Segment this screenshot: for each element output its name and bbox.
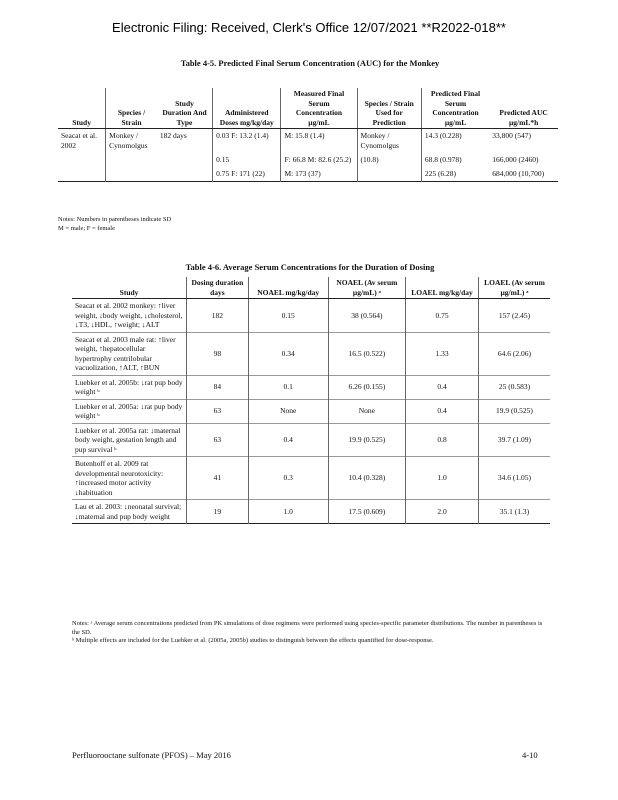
t2-cell-study: Lau et al. 2003: ↓neonatal survival; ↓maternal and pup body weight bbox=[72, 500, 187, 524]
t1-pred-final: 225 (6.28) bbox=[424, 169, 457, 178]
table-row bbox=[72, 423, 550, 457]
t2-cell-noael-serum: 10.4 (0.328) bbox=[328, 457, 405, 500]
t2-cell-loael: 1.0 bbox=[406, 457, 479, 500]
table2-caption: Table 4-6. Average Serum Concentrations for the Duration of Dosing bbox=[185, 262, 435, 272]
t2-cell-loael: 1.33 bbox=[406, 332, 479, 375]
footer-title: Perfluorooctane sulfonate (PFOS) – May 2016 bbox=[72, 750, 231, 760]
t2-cell-loael: 0.75 bbox=[406, 299, 479, 333]
table-row bbox=[72, 299, 550, 333]
t2-cell-loael-serum: 25 (0.583) bbox=[478, 375, 550, 399]
t2-cell-noael: 0.3 bbox=[248, 457, 328, 500]
t2-cell-study: Luebker et al. 2005a rat: ↓maternal body weight, gestation length and pup survival ᵇ bbox=[72, 423, 187, 457]
t2-cell-study: Butenhoff et al. 2009 rat developmental neurotoxicity: ↑increased motor activity ↓habituation bbox=[72, 457, 187, 500]
t2-h-noael: NOAEL mg/kg/day bbox=[248, 277, 328, 299]
t1-h-species: Species / Strain bbox=[106, 88, 157, 129]
t2-cell-noael: None bbox=[248, 399, 328, 423]
t2-cell-loael: 0.4 bbox=[406, 375, 479, 399]
t2-cell-loael-serum: 35.1 (1.3) bbox=[478, 500, 550, 524]
table1-notes bbox=[58, 216, 558, 233]
t2-cell-loael-serum: 39.7 (1.09) bbox=[478, 423, 550, 457]
t1-strain bbox=[357, 167, 421, 182]
t2-cell-study: Luebker et al. 2005b: ↓rat pup body weight ᵇ bbox=[72, 375, 187, 399]
t2-cell-loael-serum: 34.6 (1.05) bbox=[478, 457, 550, 500]
t1-dose: 0.75 F: 171 (22) bbox=[213, 167, 281, 182]
t2-h-loael-serum: LOAEL (Av serum µg/mL) ᵃ bbox=[478, 277, 550, 299]
table2-note: Notes: ᵃ Average serum concentrations predicted from PK simulations of dose regimens were performed using species-specific parameter distributions. The number in parentheses is the SD. bbox=[72, 620, 543, 636]
t1-dose: 0.03 F: 13.2 (1.4) bbox=[213, 129, 281, 154]
table1-note: M = male; F = female bbox=[58, 224, 115, 232]
t2-cell-noael-serum: None bbox=[328, 399, 405, 423]
t1-h-dose: Administered Doses mg/kg/day bbox=[213, 88, 281, 129]
t2-cell-noael-serum: 19.9 (0.525) bbox=[328, 423, 405, 457]
table1-note: Notes: Numbers in parentheses indicate SD bbox=[58, 216, 172, 223]
t1-study: Seacat et al. 2002 bbox=[58, 129, 106, 182]
t2-h-days: Dosing duration days bbox=[187, 277, 249, 299]
t2-cell-days: 19 bbox=[187, 500, 249, 524]
t2-cell-study: Seacat et al. 2003 male rat: ↑liver weight, ↑hepatocellular hypertrophy centrilobular vacuolization, ↑ALT, ↑BUN bbox=[72, 332, 187, 375]
t1-species: Monkey / Cynomolgus bbox=[109, 131, 148, 150]
table1-caption bbox=[100, 58, 520, 69]
t2-h-study: Study bbox=[72, 277, 187, 299]
t2-cell-noael: 1.0 bbox=[248, 500, 328, 524]
table-row bbox=[72, 399, 550, 423]
t2-cell-noael-serum: 16.5 (0.522) bbox=[328, 332, 405, 375]
t2-cell-days: 98 bbox=[187, 332, 249, 375]
t1-pred-final: 14.3 (0.228) bbox=[424, 131, 462, 140]
t2-cell-days: 63 bbox=[187, 423, 249, 457]
t1-h-duration: Study Duration And Type bbox=[157, 88, 213, 129]
t2-cell-study: Seacat et al. 2002 monkey: ↑liver weight, ↓body weight, ↓cholesterol, ↓T3, ↓HDL, ↑weight; ↓ALT bbox=[72, 299, 187, 333]
t1-h-pred-final: Predicted Final Serum Concentration µg/mL bbox=[421, 88, 489, 129]
t2-cell-loael: 0.8 bbox=[406, 423, 479, 457]
table2-notes bbox=[72, 620, 550, 646]
t1-strain: (10.8) bbox=[357, 153, 421, 167]
t1-pred-auc: 684,000 (10,700) bbox=[492, 169, 545, 178]
t1-h-pred-auc: Predicted AUC µg/mL*h bbox=[489, 88, 558, 129]
table-row bbox=[72, 457, 550, 500]
t2-cell-noael: 0.15 bbox=[248, 299, 328, 333]
t1-duration: 182 days bbox=[157, 129, 213, 182]
table1-caption-text: Table 4-5. Predicted Final Serum Concentration (AUC) for the Monkey bbox=[180, 58, 440, 68]
page-number: 4-10 bbox=[522, 750, 538, 760]
t2-cell-days: 182 bbox=[187, 299, 249, 333]
t1-pred-auc: 33,800 (547) bbox=[492, 131, 531, 140]
t1-dose: 0.15 bbox=[213, 153, 281, 167]
t1-measured: F: 66.8 M: 82.6 (25.2) bbox=[281, 153, 357, 167]
t2-cell-days: 84 bbox=[187, 375, 249, 399]
t2-cell-noael-serum: 38 (0.564) bbox=[328, 299, 405, 333]
t1-pred-auc: 166,000 (2460) bbox=[492, 155, 539, 164]
t1-h-study: Study bbox=[58, 88, 106, 129]
t2-cell-noael-serum: 17.5 (0.609) bbox=[328, 500, 405, 524]
table-row bbox=[58, 129, 558, 154]
t2-cell-loael: 0.4 bbox=[406, 399, 479, 423]
t2-h-noael-serum: NOAEL (Av serum µg/mL) ᵃ bbox=[328, 277, 405, 299]
t2-h-loael: LOAEL mg/kg/day bbox=[406, 277, 479, 299]
table-row bbox=[72, 332, 550, 375]
t1-pred-final: 68.8 (0.978) bbox=[424, 155, 462, 164]
t1-measured: M: 173 (37) bbox=[281, 167, 357, 182]
t2-cell-loael: 2.0 bbox=[406, 500, 479, 524]
t2-cell-loael-serum: 64.6 (2.06) bbox=[478, 332, 550, 375]
t2-cell-loael-serum: 19.9 (0.525) bbox=[478, 399, 550, 423]
t2-cell-noael: 0.34 bbox=[248, 332, 328, 375]
table-row bbox=[72, 500, 550, 524]
t2-cell-days: 63 bbox=[187, 399, 249, 423]
t2-cell-loael-serum: 157 (2.45) bbox=[478, 299, 550, 333]
t2-cell-days: 41 bbox=[187, 457, 249, 500]
t1-h-measured: Measured Final Serum Concentration µg/mL bbox=[281, 88, 357, 129]
filing-header: Electronic Filing: Received, Clerk's Office 12/07/2021 **R2022-018** bbox=[112, 20, 506, 35]
t2-cell-noael: 0.1 bbox=[248, 375, 328, 399]
t1-measured: M: 15.8 (1.4) bbox=[281, 129, 357, 154]
t1-strain: Monkey / Cynomolgus bbox=[357, 129, 421, 154]
t2-cell-noael-serum: 6.26 (0.155) bbox=[328, 375, 405, 399]
table2 bbox=[72, 277, 550, 524]
t2-cell-noael: 0.4 bbox=[248, 423, 328, 457]
table-row bbox=[72, 375, 550, 399]
table1 bbox=[58, 88, 558, 182]
t1-h-strain-used: Species / Strain Used for Prediction bbox=[357, 88, 421, 129]
table2-note: ᵇ Multiple effects are included for the Luebker et al. (2005a, 2005b) studies to distinguish between the effects quantified for dose-response. bbox=[72, 637, 434, 644]
t2-cell-study: Luebker et al. 2005a: ↓rat pup body weight ᵇ bbox=[72, 399, 187, 423]
